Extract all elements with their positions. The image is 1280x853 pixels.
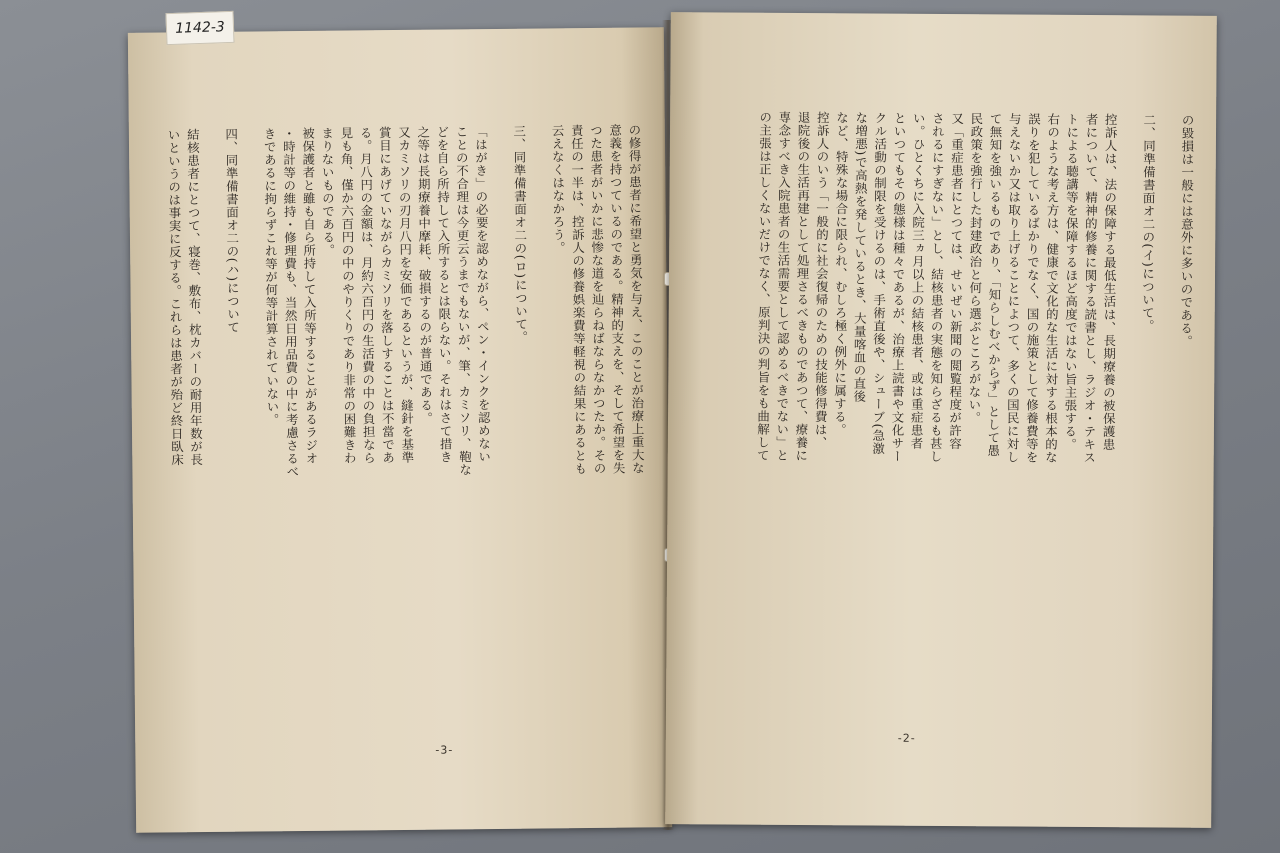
text-column: 民政策を強行した封建政治と何ら選ぶところがない。 [966,112,984,425]
text-column: など、特殊な場合に限られ、むしろ極く例外に属する。 [832,111,850,437]
text-column: 右のような考え方は、健康で文化的な生活に対する根本的な [1043,112,1061,464]
text-column: の毀損は一般には意外に多いのである。 [1178,113,1196,348]
text-column: 意義を持つているのである。精神的支えを、そして希望を失 [607,123,627,475]
left-page-number: -3- [435,743,454,757]
text-column: 又カミソリの刃月八円を安価であるというが、縫針を基準 [396,125,415,465]
text-column: 控訴人のいう「一般的に社会復帰のための技能修得費は、 [812,111,831,450]
text-column: 責任の一半は、控訴人の修養娯楽費等軽視の結果にあるとも [569,124,588,476]
right-page-number: -2- [897,731,916,745]
text-column: されるにすぎない」とし、結核患者の実態を知らざるも甚し [928,111,946,464]
text-column: な増悪)で高熱を発しているとき、大量喀血の直後 [851,111,869,403]
text-column: い。ひとくちに入院三ヵ月以上の結核患者、或は重症患者 [908,111,927,450]
text-column: て無知を強いるものであり、「知らしむべからず」として愚 [985,112,1004,458]
text-column: どを自ら所持して入所するとは限らない。それはさて措き [434,125,454,464]
text-column: 与えないか又は取り上げることによつて、多くの国民に対し [1004,112,1023,464]
text-column: といつてもその態様は種々であるが、治療上読書や文化サー [889,111,908,463]
text-column: きであるに拘らずこれ等が何等計算されていない。 [262,127,281,427]
text-column: いというのは事実に反する。これらは患者が殆ど終日臥床 [166,128,185,467]
text-column: 専念すべき入院患者の生活需要として認めるべきでない」と [774,110,792,462]
left-page [128,27,672,833]
text-column: る。月八円の金額は、月約六百円の生活費の中の負担なら [358,126,377,465]
text-column: ことの不合理は今更云うまでもないが、筆、カミソリ、鞄な [454,125,473,477]
text-column: 四、同準備書面オ二の(ハ)について [223,127,241,334]
text-column: 賞目にあげていながらカミソリを落しすることは不當であ [377,126,396,465]
text-column: 「はがき」の必要を認めながら、ペン・インクを認めない [473,125,492,464]
right-page-text [671,12,1217,465]
text-column: トによる聴講等を保障するほど高度ではない旨主張する。 [1062,112,1080,451]
text-column: 誤りを犯しているばかりでなく、国の施策として修養費等を [1024,112,1042,464]
text-column: ・時計等の維持・修理費も、当然日用品費の中に考慮さるべ [281,127,300,479]
text-column: 者について、精神的修養に関する読書とし、ラジオ・テキス [1081,112,1100,465]
text-column: 見も角、僅か六百円の中のやりくりであり非常の困難きわ [338,126,358,465]
text-column: 又「重症患者にとつては、せいぜい新聞の閲覧程度が許容 [947,112,965,451]
text-column: の主張は正しくないだけでなく、原判決の判旨をも曲解して [755,110,773,462]
text-column: 云えなくはなかろう。 [549,124,567,255]
text-column: まりないものである。 [319,126,336,257]
text-column: つた患者がいかに悲惨な道を辿らねばならなかつたか。その [588,123,608,475]
text-column: 三、同準備書面オ二の(ロ)について。 [511,124,529,344]
text-column: 結核患者にとつて、寝巻、敷布、枕カバーの耐用年数が長 [185,128,204,467]
text-column: の修得が患者に希望と勇気を与え、このことが治療上重大な [626,123,646,475]
text-column: 退院後の生活再建として処理さるべきものであつて、療養に [793,110,812,463]
right-page [665,12,1217,828]
text-column: 被保護者と雖も自ら所持して入所等することがあるラジオ [300,126,319,466]
text-column: クル活動の制限を受けるのは、手術直後や、シューブ(急激 [870,111,888,456]
handwritten-label: 1142-3 [165,11,234,45]
text-column: 之等は長期療養中摩耗、破損するのが普通である。 [415,125,434,425]
text-column: 控訴人は、法の保障する最低生活は、長期療養の被保護患 [1100,113,1119,452]
text-column: 二、同準備書面オ二の(イ)について。 [1140,113,1157,333]
